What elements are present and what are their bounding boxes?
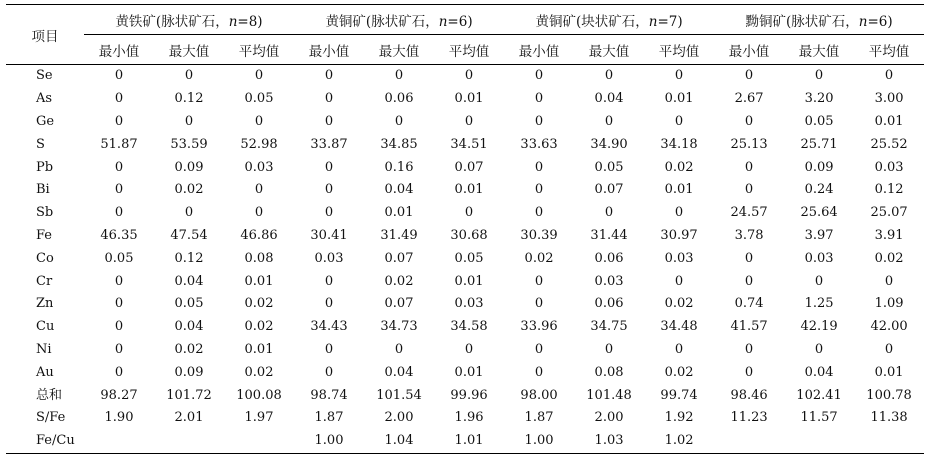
table-cell: 3.20	[804, 91, 834, 107]
table-row	[6, 179, 924, 202]
group-header-tetrahedrite-vein	[714, 5, 924, 35]
table-cell: 0.02	[384, 273, 414, 289]
table-cell: 33.96	[520, 319, 558, 335]
table-cell: 2.00	[594, 410, 624, 426]
table-cell: 30.39	[520, 227, 558, 243]
table-cell: 0.02	[664, 364, 694, 380]
table-cell: 0	[394, 68, 404, 84]
table-cell: 1.01	[434, 430, 504, 453]
row-label: Pb	[36, 159, 54, 175]
table-cell: 0.06	[594, 296, 624, 312]
table-cell: 0.01	[384, 205, 414, 221]
table-cell: 0	[114, 319, 124, 335]
table-cell: 0.06	[384, 91, 414, 107]
table-cell: 41.57	[730, 319, 768, 335]
table-cell: 0.04	[384, 364, 414, 380]
item-header: 项目	[6, 5, 84, 65]
row-label: Sb	[36, 205, 54, 221]
table-cell: 0.01	[244, 273, 274, 289]
table-cell: 0.24	[804, 182, 834, 198]
table-cell: 0	[604, 341, 614, 357]
table-cell: 0	[324, 159, 334, 175]
table-cell: 0	[324, 182, 334, 198]
table-cell: 0	[674, 68, 684, 84]
table-cell: 0.07	[384, 296, 414, 312]
table-cell: 0.01	[874, 113, 904, 129]
table-row	[6, 316, 924, 339]
table-cell: 0	[184, 113, 194, 129]
table-cell: 0.12	[874, 182, 904, 198]
table-cell: 1.00	[504, 430, 574, 453]
table-cell: 34.75	[590, 319, 628, 335]
n-value: =8)	[237, 13, 263, 30]
row-label: Fe/Cu	[6, 430, 84, 453]
table-cell: 0	[744, 364, 754, 380]
table-row	[6, 88, 924, 111]
table-cell: 0.03	[244, 159, 274, 175]
table-cell: 0.02	[664, 296, 694, 312]
table-cell: 0	[534, 68, 544, 84]
n-value: =7)	[657, 13, 683, 30]
table-cell: 51.87	[100, 136, 138, 152]
table-cell: 0	[324, 205, 334, 221]
table-cell: 1.02	[644, 430, 714, 453]
table-row	[6, 384, 924, 407]
table-cell: 1.09	[874, 296, 904, 312]
table-cell: 47.54	[170, 227, 208, 243]
table-cell: 34.73	[380, 319, 418, 335]
table-cell: 1.97	[244, 410, 274, 426]
table-cell	[154, 430, 224, 453]
table-cell: 25.07	[870, 205, 908, 221]
table-cell: 34.90	[590, 136, 628, 152]
row-label: Ge	[36, 113, 55, 129]
table-cell: 0.02	[664, 159, 694, 175]
row-label: Au	[36, 364, 54, 380]
table-cell: 101.72	[166, 387, 212, 403]
table-row	[6, 225, 924, 248]
table-cell: 0	[674, 273, 684, 289]
table-cell: 0	[534, 296, 544, 312]
table-cell: 0.16	[384, 159, 414, 175]
table-row	[6, 339, 924, 362]
sub-header-row	[6, 35, 924, 65]
table-cell: 0.03	[454, 296, 484, 312]
table-cell: 2.01	[174, 410, 204, 426]
table-cell: 42.19	[800, 319, 838, 335]
table-cell: 34.43	[310, 319, 348, 335]
table-cell: 31.44	[590, 227, 628, 243]
table-cell: 0	[324, 341, 334, 357]
group-header-chalcopyrite-vein	[294, 5, 504, 35]
table-cell: 1.03	[574, 430, 644, 453]
table-cell: 0	[114, 205, 124, 221]
table-cell: 0	[674, 113, 684, 129]
table-cell: 0	[884, 341, 894, 357]
table-cell: 0	[604, 205, 614, 221]
n-symbol: n	[648, 13, 658, 30]
table-cell: 1.90	[104, 410, 134, 426]
table-cell: 0.02	[174, 341, 204, 357]
table-row	[6, 270, 924, 293]
sub-header-min: 最小值	[714, 35, 784, 65]
table-cell: 0	[744, 68, 754, 84]
table-cell: 0	[114, 182, 124, 198]
table-cell: 0.74	[734, 296, 764, 312]
row-label: S/Fe	[36, 410, 66, 426]
table-cell: 34.48	[660, 319, 698, 335]
row-label: Co	[36, 250, 54, 266]
table-cell: 0.03	[804, 250, 834, 266]
table-cell: 0	[884, 273, 894, 289]
table-cell: 31.49	[380, 227, 418, 243]
table-cell: 0.05	[454, 250, 484, 266]
table-cell: 30.68	[450, 227, 488, 243]
table-cell: 0	[814, 341, 824, 357]
table-cell: 0	[114, 113, 124, 129]
table-cell: 11.57	[800, 410, 838, 426]
table-cell: 34.51	[450, 136, 488, 152]
table-cell: 1.04	[364, 430, 434, 453]
table-cell: 30.41	[310, 227, 348, 243]
table-cell: 34.85	[380, 136, 418, 152]
table-cell: 3.78	[734, 227, 764, 243]
table-cell: 30.97	[660, 227, 698, 243]
row-label: 总和	[36, 387, 63, 403]
table-cell: 98.00	[520, 387, 558, 403]
table-cell: 1.92	[664, 410, 694, 426]
table-cell: 0.02	[874, 250, 904, 266]
table-cell: 0	[114, 68, 124, 84]
table-cell: 0.08	[244, 250, 274, 266]
table-cell: 2.67	[734, 91, 764, 107]
n-symbol: n	[228, 13, 238, 30]
table-cell: 0	[254, 68, 264, 84]
table-cell: 0.09	[174, 159, 204, 175]
table-row	[6, 202, 924, 225]
composition-table	[6, 4, 924, 454]
table-cell: 0.04	[804, 364, 834, 380]
table-cell: 0	[394, 113, 404, 129]
table-cell: 0.01	[454, 182, 484, 198]
table-cell: 99.96	[450, 387, 488, 403]
table-cell: 0	[464, 113, 474, 129]
table-cell: 0	[324, 68, 334, 84]
table-cell: 0	[394, 341, 404, 357]
table-cell: 46.35	[100, 227, 138, 243]
table-cell: 0.03	[874, 159, 904, 175]
table-cell: 0	[534, 341, 544, 357]
table-cell: 0	[534, 205, 544, 221]
table-cell	[714, 430, 784, 453]
table-row	[6, 407, 924, 430]
table-cell: 0	[674, 341, 684, 357]
table-cell: 0.05	[804, 113, 834, 129]
table-cell: 102.41	[796, 387, 842, 403]
row-label: Cu	[36, 319, 55, 335]
table-cell: 1.00	[294, 430, 364, 453]
table-cell: 25.13	[730, 136, 768, 152]
table-row	[6, 247, 924, 270]
table-cell: 0.02	[244, 296, 274, 312]
table-cell: 0	[114, 91, 124, 107]
sub-header-avg: 平均值	[434, 35, 504, 65]
table-cell: 1.25	[804, 296, 834, 312]
table-cell: 25.71	[800, 136, 838, 152]
table-cell: 0.09	[174, 364, 204, 380]
table-cell: 101.54	[376, 387, 422, 403]
table-cell: 0	[744, 159, 754, 175]
row-label: Zn	[36, 296, 54, 312]
table-cell: 0.09	[804, 159, 834, 175]
group-header-row	[6, 5, 924, 35]
group-label: 黄铜矿(块状矿石，	[535, 13, 649, 30]
table-cell: 98.27	[100, 387, 138, 403]
row-label: S	[36, 136, 45, 152]
sub-header-max: 最大值	[154, 35, 224, 65]
table-cell: 0.04	[174, 273, 204, 289]
table-cell: 0	[324, 296, 334, 312]
table-cell: 0	[534, 182, 544, 198]
table-cell: 0	[464, 68, 474, 84]
table-cell: 0.12	[174, 91, 204, 107]
table-cell: 0	[814, 273, 824, 289]
table-cell: 0	[254, 182, 264, 198]
table-cell: 0	[184, 68, 194, 84]
table-cell: 0.01	[664, 91, 694, 107]
sub-header-max: 最大值	[784, 35, 854, 65]
table-cell: 0.08	[594, 364, 624, 380]
n-symbol: n	[438, 13, 448, 30]
table-cell: 0	[184, 205, 194, 221]
group-label: 黄铜矿(脉状矿石，	[325, 13, 439, 30]
table-cell: 24.57	[730, 205, 768, 221]
table-cell: 3.97	[804, 227, 834, 243]
table-cell: 0.04	[594, 91, 624, 107]
row-label: Bi	[36, 182, 50, 198]
table-cell: 33.63	[520, 136, 558, 152]
table-cell: 101.48	[586, 387, 632, 403]
table-cell: 0	[114, 296, 124, 312]
table-cell: 11.38	[870, 410, 908, 426]
table-cell: 0	[324, 91, 334, 107]
table-cell: 0.03	[594, 273, 624, 289]
table-cell: 0	[324, 273, 334, 289]
table-cell: 0	[534, 273, 544, 289]
table-cell: 0.06	[594, 250, 624, 266]
group-label: 黝铜矿(脉状矿石，	[745, 13, 859, 30]
table-cell: 53.59	[170, 136, 208, 152]
table-cell: 0.05	[244, 91, 274, 107]
table-cell: 0.02	[174, 182, 204, 198]
table-cell: 0.02	[244, 319, 274, 335]
table-cell	[84, 430, 154, 453]
table-cell: 0.01	[454, 91, 484, 107]
table-cell: 0.05	[104, 250, 134, 266]
sub-header-avg: 平均值	[224, 35, 294, 65]
table-cell: 0	[604, 113, 614, 129]
table-cell: 0.03	[664, 250, 694, 266]
table-cell: 0.01	[664, 182, 694, 198]
table-cell: 1.87	[524, 410, 554, 426]
table-cell: 2.00	[384, 410, 414, 426]
n-value: =6)	[447, 13, 473, 30]
sub-header-avg: 平均值	[644, 35, 714, 65]
table-cell: 1.87	[314, 410, 344, 426]
table-cell: 0.01	[454, 364, 484, 380]
table-cell: 0.04	[384, 182, 414, 198]
table-cell	[224, 430, 294, 453]
table-cell: 3.00	[874, 91, 904, 107]
table-cell: 0.01	[454, 273, 484, 289]
table-cell: 0	[464, 205, 474, 221]
table-cell: 25.64	[800, 205, 838, 221]
table-cell: 98.46	[730, 387, 768, 403]
table-cell: 3.91	[874, 227, 904, 243]
table-cell: 0	[464, 341, 474, 357]
table-cell: 0.03	[314, 250, 344, 266]
group-header-chalcopyrite-massive	[504, 5, 714, 35]
table-cell: 0.04	[174, 319, 204, 335]
table-cell: 0	[254, 113, 264, 129]
table-cell: 0	[324, 364, 334, 380]
table-row	[6, 430, 924, 453]
n-symbol: n	[858, 13, 868, 30]
table-row	[6, 65, 924, 88]
row-label: Cr	[36, 273, 53, 289]
table-row	[6, 361, 924, 384]
table-cell: 0.07	[594, 182, 624, 198]
table-cell: 0.07	[384, 250, 414, 266]
table-cell: 0.02	[524, 250, 554, 266]
table-cell: 100.08	[236, 387, 282, 403]
table-cell: 52.98	[240, 136, 278, 152]
sub-header-min: 最小值	[504, 35, 574, 65]
table-cell: 0	[744, 182, 754, 198]
table-cell: 0	[534, 91, 544, 107]
table-cell: 25.52	[870, 136, 908, 152]
table-cell: 0	[744, 341, 754, 357]
table-cell: 0	[674, 205, 684, 221]
table-cell	[784, 430, 854, 453]
row-label: Ni	[36, 341, 52, 357]
sub-header-max: 最大值	[364, 35, 434, 65]
table-cell: 0	[324, 113, 334, 129]
table-cell: 0	[814, 68, 824, 84]
table-cell: 0	[114, 364, 124, 380]
table-row	[6, 293, 924, 316]
sub-header-min: 最小值	[84, 35, 154, 65]
table-row	[6, 156, 924, 179]
table-cell: 0	[254, 205, 264, 221]
table-cell: 0.01	[874, 364, 904, 380]
table-cell: 0.05	[174, 296, 204, 312]
row-label: Se	[36, 68, 53, 84]
table-cell: 0	[534, 364, 544, 380]
sub-header-avg: 平均值	[854, 35, 924, 65]
sub-header-max: 最大值	[574, 35, 644, 65]
table-cell: 0	[534, 113, 544, 129]
row-label: Fe	[36, 227, 53, 243]
table-cell: 98.74	[310, 387, 348, 403]
sub-header-min: 最小值	[294, 35, 364, 65]
table-cell: 11.23	[730, 410, 768, 426]
table-cell: 34.58	[450, 319, 488, 335]
table-cell: 0	[534, 159, 544, 175]
group-header-pyrite-vein	[84, 5, 294, 35]
table-row	[6, 111, 924, 134]
table-cell: 34.18	[660, 136, 698, 152]
table-cell: 33.87	[310, 136, 348, 152]
table-body	[6, 65, 924, 454]
table-cell: 0.01	[244, 341, 274, 357]
table-cell: 46.86	[240, 227, 278, 243]
n-value: =6)	[867, 13, 893, 30]
table-cell: 99.74	[660, 387, 698, 403]
table-cell: 0.05	[594, 159, 624, 175]
table-cell: 0	[744, 273, 754, 289]
table-cell: 0	[604, 68, 614, 84]
table-cell: 0.07	[454, 159, 484, 175]
table-cell: 0	[884, 68, 894, 84]
table-cell: 0.12	[174, 250, 204, 266]
row-label: As	[36, 91, 53, 107]
table-row	[6, 133, 924, 156]
table-cell: 0	[114, 273, 124, 289]
table-cell: 42.00	[870, 319, 908, 335]
table-cell: 0.02	[244, 364, 274, 380]
table-cell: 100.78	[866, 387, 912, 403]
table-cell: 0	[114, 341, 124, 357]
table-cell: 0	[744, 113, 754, 129]
table-cell: 0	[744, 250, 754, 266]
table-cell: 0	[114, 159, 124, 175]
table-cell	[854, 430, 924, 453]
table-cell: 1.96	[454, 410, 484, 426]
group-label: 黄铁矿(脉状矿石，	[115, 13, 229, 30]
